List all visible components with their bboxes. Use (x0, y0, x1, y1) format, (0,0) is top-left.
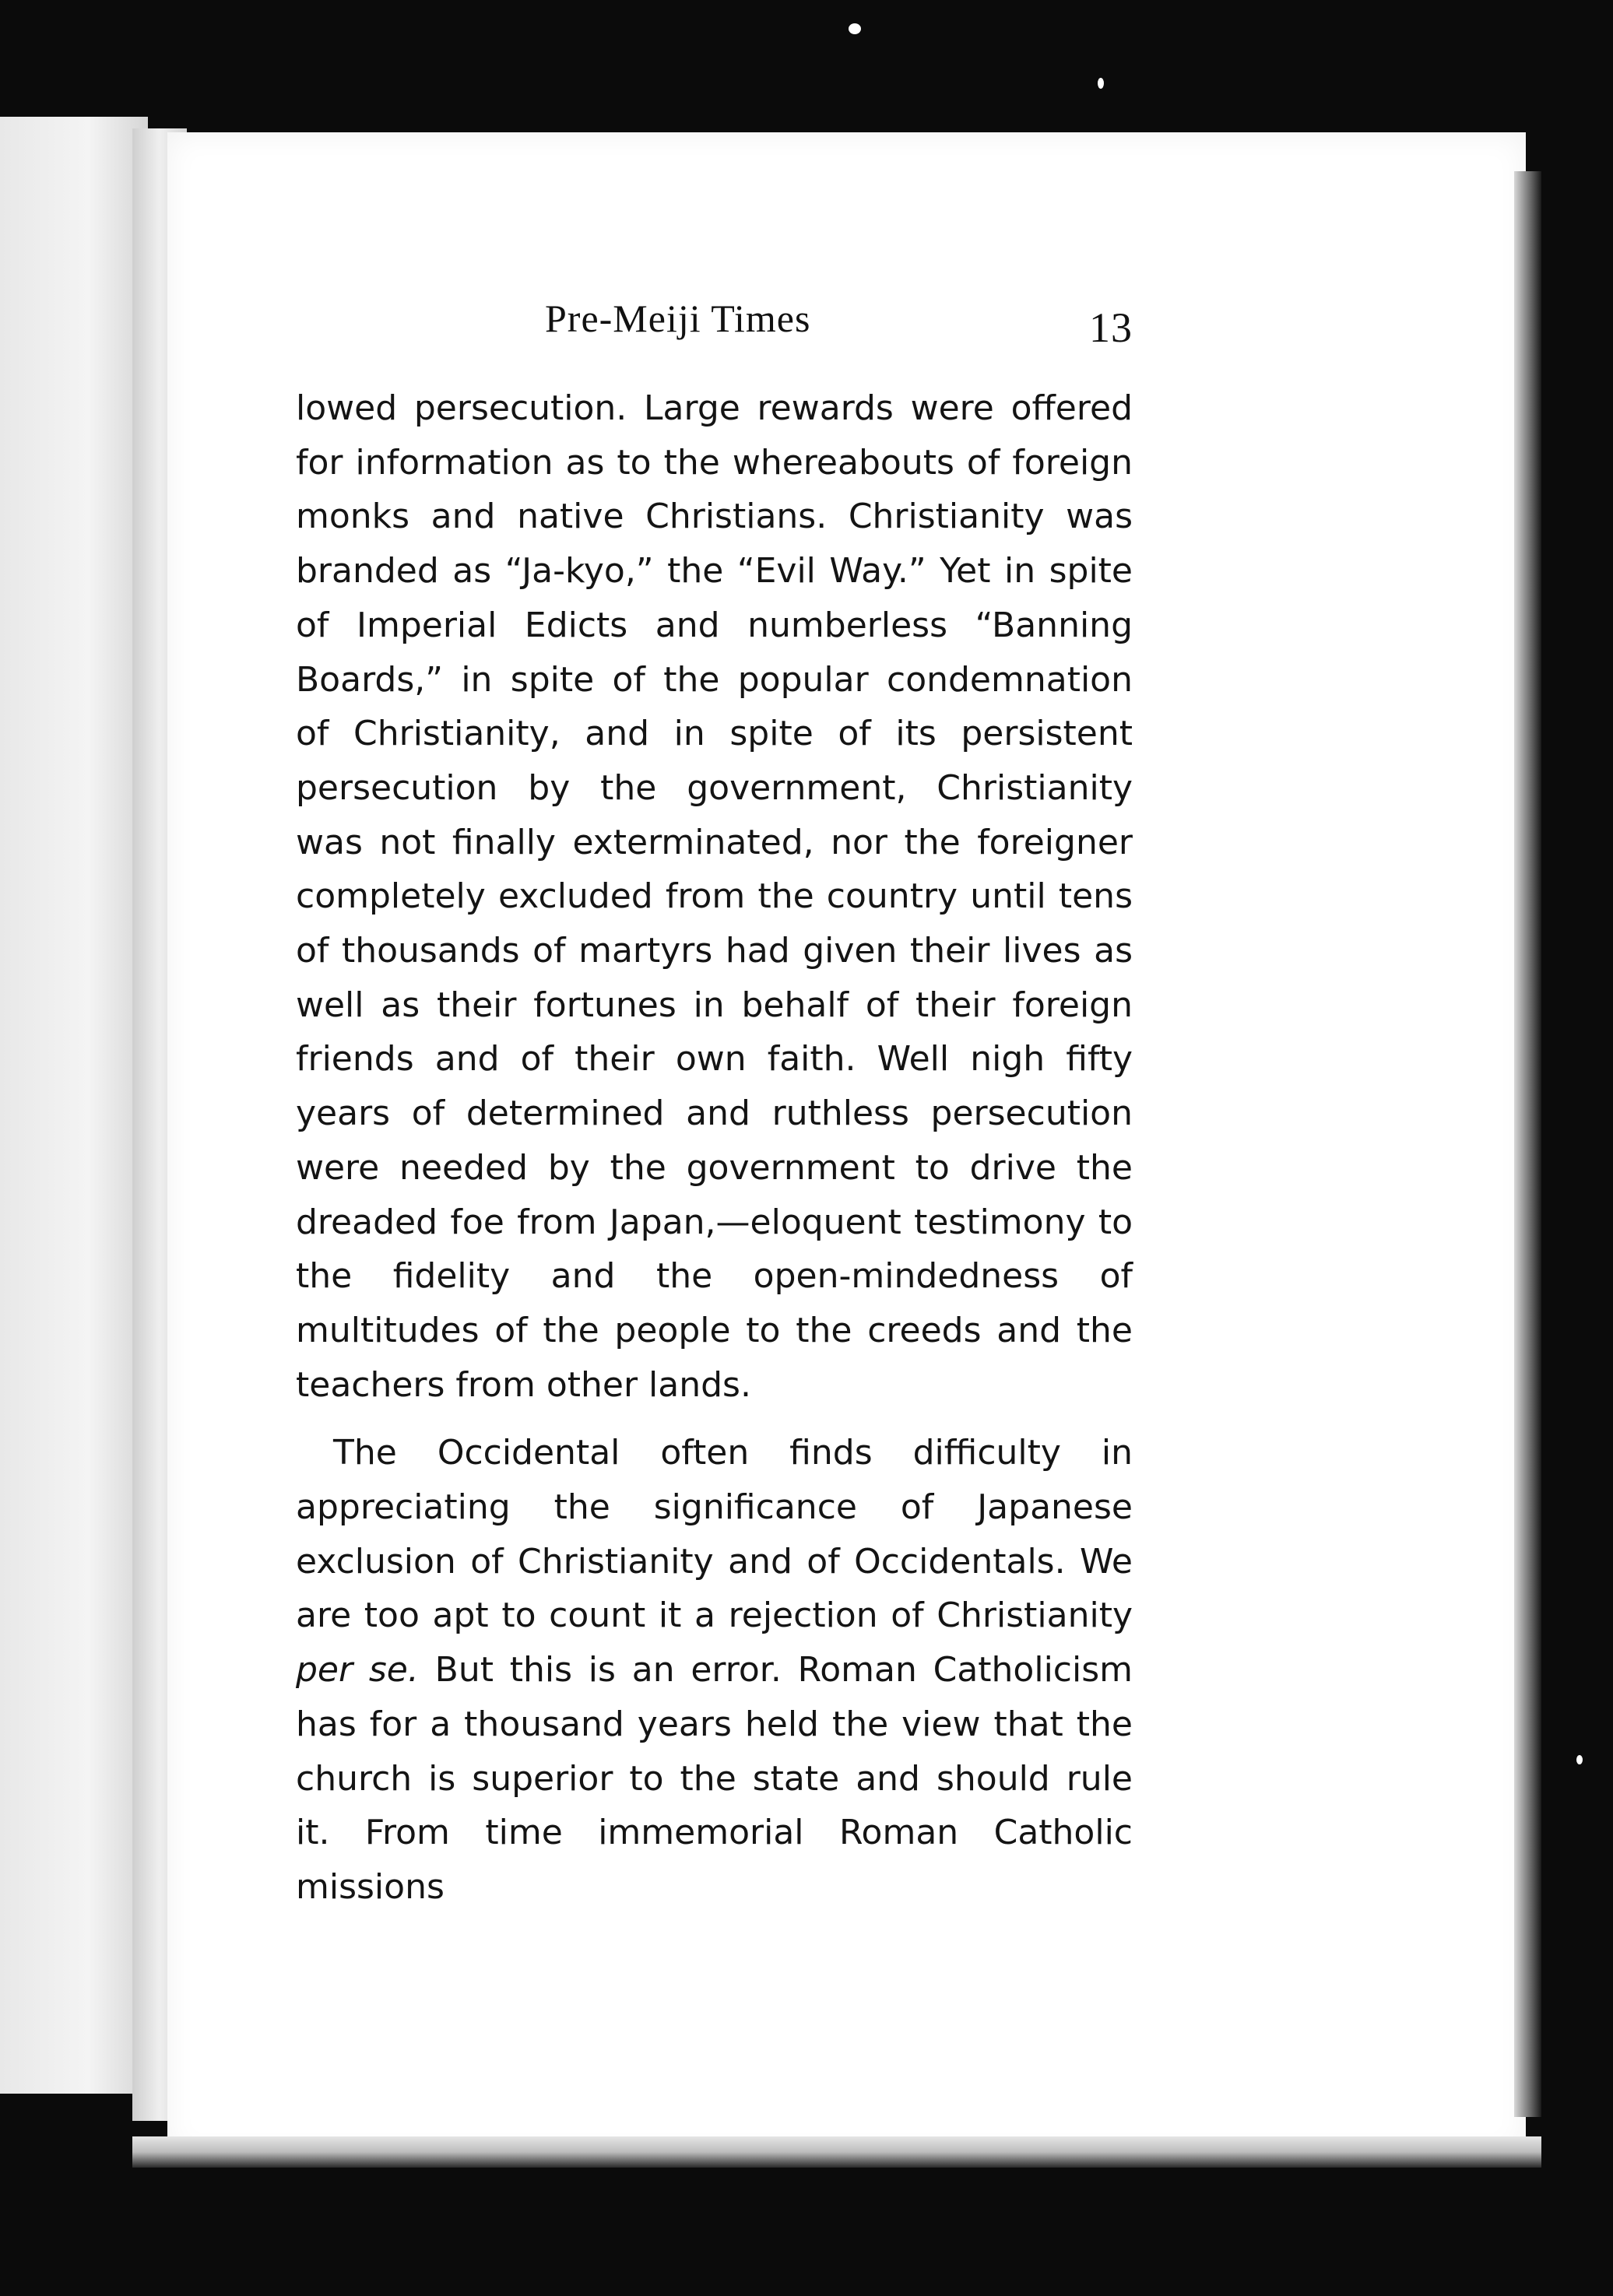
page-bottom-edge (132, 2136, 1541, 2168)
facing-page-edge (0, 117, 148, 2094)
paragraph-text: The Occidental often finds difficulty in appreciating the significance of Japanese exclusion of Christianity and of Occidentals. We are too apt to count it a rejection of Christianity (296, 1433, 1133, 1636)
page-fore-edge (1514, 171, 1541, 2117)
page-number: 13 (1089, 304, 1133, 351)
scan-speck (1098, 78, 1104, 89)
scan-speck (849, 23, 861, 34)
running-head: Pre-Meiji Times (545, 297, 811, 340)
paragraph-text: But this is an error. Roman Catholicism has for a thousand years held the view that the church is superior to the state and should rule it. From time immemorial Roman Catholic missions (296, 1650, 1133, 1907)
scan-speck (1576, 1755, 1583, 1764)
body-text (296, 381, 1133, 1915)
paragraph (296, 1426, 1133, 1914)
paragraph: lowed persecution. Large rewards were offered for information as to the whereabouts of foreign monks and native Christians. Christianity was branded as “Ja-kyo,” the “Evil Way.” Yet in spite of Imperial Edicts and numberless “Banning Boards,” in spite of the popular condemnation of Christianity, and in spite of its persistent persecution by the government, Christianity was not finally exterminated, nor the foreigner completely excluded from the country until tens of thousands of martyrs had given their lives as well as their fortunes in behalf of their foreign friends and of their own faith. Well nigh fifty years of determined and ruthless persecution were needed by the government to drive the dreaded foe from Japan,—eloquent testimony to the fidelity and the open-mindedness of multitudes of the people to the creeds and the teachers from other lands. (296, 388, 1133, 1405)
italic-phrase: per se. (296, 1650, 419, 1690)
